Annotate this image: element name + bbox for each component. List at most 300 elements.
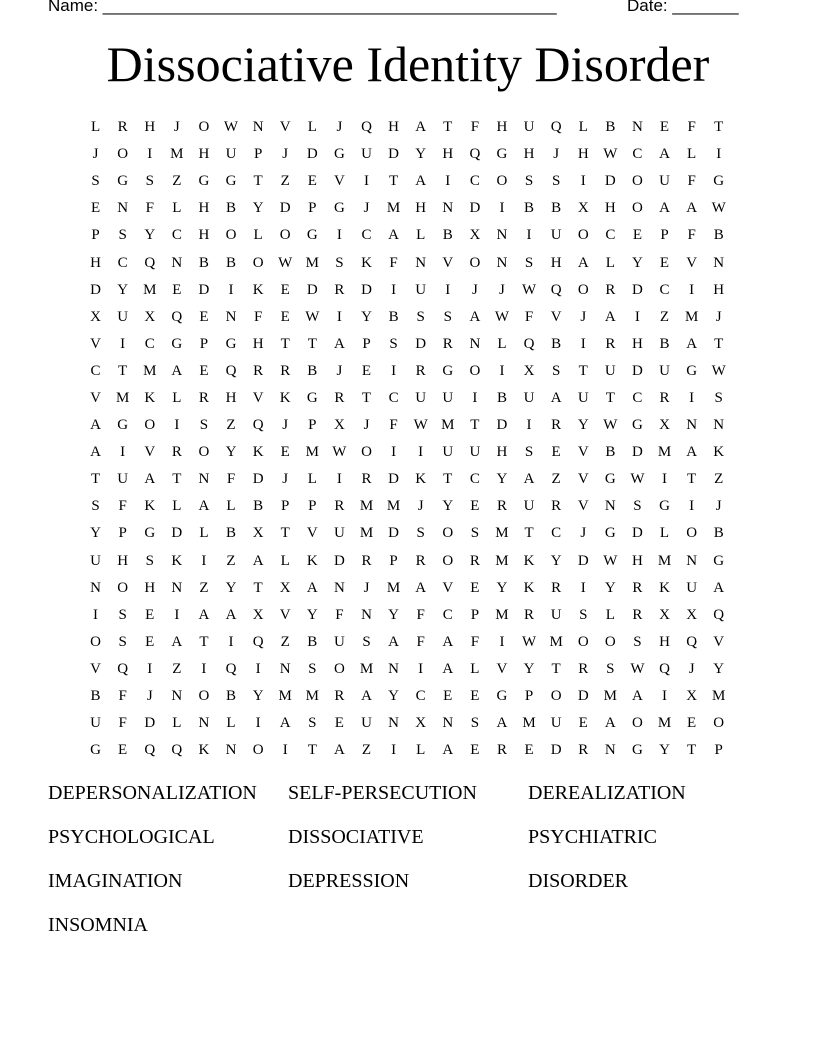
grid-letter[interactable]: R [415,552,426,569]
grid-letter[interactable]: F [470,119,480,136]
grid-letter[interactable]: K [659,579,670,596]
grid-letter[interactable]: I [255,715,261,732]
grid-letter[interactable]: A [388,227,399,244]
grid-letter[interactable]: V [577,471,589,488]
grid-letter[interactable]: I [689,498,695,515]
grid-letter[interactable]: F [524,308,534,325]
grid-letter[interactable]: T [551,660,561,677]
grid-letter[interactable]: Y [388,606,399,623]
grid-letter[interactable]: Q [252,417,264,434]
grid-letter[interactable]: N [604,742,616,759]
grid-letter[interactable]: R [334,281,345,298]
grid-letter[interactable]: Q [144,742,156,759]
grid-letter[interactable]: E [280,444,290,461]
grid-letter[interactable]: U [442,389,454,406]
grid-letter[interactable]: E [118,742,128,759]
grid-letter[interactable]: U [469,444,481,461]
grid-letter[interactable]: I [662,471,668,488]
grid-letter[interactable]: N [198,471,210,488]
grid-letter[interactable]: S [416,308,425,325]
grid-letter[interactable]: I [391,444,397,461]
grid-letter[interactable]: E [687,715,697,732]
grid-letter[interactable]: O [632,200,643,217]
grid-letter[interactable]: N [469,335,481,352]
grid-letter[interactable]: V [252,389,264,406]
grid-letter[interactable]: Y [496,471,508,488]
grid-letter[interactable]: G [659,498,670,515]
grid-letter[interactable]: T [280,525,290,542]
grid-letter[interactable]: Z [199,579,209,596]
grid-letter[interactable]: G [496,146,508,163]
grid-letter[interactable]: S [633,498,642,515]
grid-letter[interactable]: E [659,254,670,271]
grid-letter[interactable]: F [389,417,398,434]
grid-letter[interactable]: O [252,254,264,271]
grid-letter[interactable]: L [578,119,588,136]
grid-letter[interactable]: W [603,146,618,163]
grid-letter[interactable]: W [630,471,645,488]
grid-letter[interactable]: Z [551,471,561,488]
grid-letter[interactable]: P [118,525,127,542]
grid-letter[interactable]: S [524,173,534,190]
grid-letter[interactable]: D [550,742,562,759]
grid-letter[interactable]: Q [144,254,156,271]
grid-letter[interactable]: Q [550,281,562,298]
grid-letter[interactable]: H [90,254,101,271]
grid-letter[interactable]: J [282,471,289,488]
grid-letter[interactable]: G [632,417,643,434]
grid-letter[interactable]: O [577,633,589,650]
grid-letter[interactable]: E [524,742,534,759]
grid-letter[interactable]: S [145,173,154,190]
grid-letter[interactable]: I [120,444,126,461]
grid-letter[interactable]: V [713,633,725,650]
grid-letter[interactable]: S [551,362,561,379]
grid-letter[interactable]: O [198,688,210,705]
grid-letter[interactable]: S [91,498,100,515]
grid-letter[interactable]: R [334,688,345,705]
grid-letter[interactable]: O [632,715,643,732]
grid-letter[interactable]: O [604,633,616,650]
grid-letter[interactable]: N [90,579,101,596]
grid-letter[interactable]: E [90,200,101,217]
grid-letter[interactable]: H [144,579,156,596]
grid-letter[interactable]: A [659,200,670,217]
grid-letter[interactable]: Z [659,308,670,325]
grid-letter[interactable]: G [306,227,318,244]
grid-letter[interactable]: H [496,444,508,461]
grid-letter[interactable]: O [469,362,481,379]
grid-letter[interactable]: W [521,633,537,650]
grid-letter[interactable]: A [361,688,372,705]
grid-letter[interactable]: M [495,525,509,542]
grid-letter[interactable]: H [442,146,454,163]
grid-letter[interactable]: N [171,254,183,271]
grid-letter[interactable]: M [657,715,672,732]
grid-letter[interactable]: B [226,200,237,217]
grid-letter[interactable]: B [198,254,209,271]
grid-letter[interactable]: M [522,715,536,732]
grid-letter[interactable]: E [578,715,588,732]
grid-letter[interactable]: G [632,742,643,759]
grid-letter[interactable]: C [388,389,399,406]
grid-letter[interactable]: U [659,173,670,190]
grid-letter[interactable]: U [550,715,562,732]
grid-letter[interactable]: I [580,579,586,596]
grid-letter[interactable]: T [687,742,697,759]
grid-letter[interactable]: S [633,633,642,650]
grid-letter[interactable]: W [711,200,726,217]
grid-letter[interactable]: A [388,633,399,650]
grid-letter[interactable]: P [308,417,317,434]
grid-letter[interactable]: Q [252,633,264,650]
grid-letter[interactable]: T [90,471,101,488]
grid-letter[interactable]: G [198,173,210,190]
grid-letter[interactable]: N [252,119,264,136]
grid-letter[interactable]: N [632,119,643,136]
grid-letter[interactable]: U [442,444,454,461]
grid-letter[interactable]: M [495,552,509,569]
grid-letter[interactable]: K [523,579,535,596]
grid-letter[interactable]: W [332,444,347,461]
grid-letter[interactable]: W [305,308,320,325]
grid-letter[interactable]: X [333,417,345,434]
grid-letter[interactable]: O [442,552,454,569]
grid-letter[interactable]: Y [252,200,264,217]
grid-letter[interactable]: L [172,389,182,406]
grid-letter[interactable]: Y [225,444,237,461]
grid-letter[interactable]: A [171,362,183,379]
grid-letter[interactable]: U [90,552,101,569]
grid-letter[interactable]: V [442,579,454,596]
grid-letter[interactable]: J [282,417,289,434]
grid-letter[interactable]: B [713,227,724,244]
grid-letter[interactable]: H [198,227,210,244]
grid-letter[interactable]: J [715,498,722,515]
grid-letter[interactable]: N [388,715,399,732]
grid-letter[interactable]: T [714,335,724,352]
grid-letter[interactable]: B [551,200,562,217]
grid-letter[interactable]: E [280,281,290,298]
grid-letter[interactable]: F [226,471,236,488]
grid-letter[interactable]: D [388,471,399,488]
grid-letter[interactable]: H [523,146,535,163]
grid-letter[interactable]: G [333,200,345,217]
grid-letter[interactable]: V [496,660,508,677]
grid-letter[interactable]: C [90,362,101,379]
grid-letter[interactable]: V [686,254,698,271]
grid-letter[interactable]: V [279,606,291,623]
grid-letter[interactable]: G [117,173,129,190]
grid-letter[interactable]: N [713,254,725,271]
grid-letter[interactable]: V [577,498,589,515]
grid-letter[interactable]: G [604,525,616,542]
grid-letter[interactable]: J [336,362,343,379]
grid-letter[interactable]: D [388,525,399,542]
grid-letter[interactable]: A [550,389,562,406]
grid-letter[interactable]: U [523,389,535,406]
grid-letter[interactable]: S [199,417,209,434]
grid-letter[interactable]: R [605,335,616,352]
grid-letter[interactable]: X [577,200,589,217]
grid-letter[interactable]: N [171,579,183,596]
grid-letter[interactable]: D [632,362,643,379]
grid-letter[interactable]: R [361,471,372,488]
grid-letter[interactable]: L [90,119,101,136]
grid-letter[interactable]: V [577,444,589,461]
grid-letter[interactable]: L [659,525,670,542]
grid-letter[interactable]: B [388,308,399,325]
grid-letter[interactable]: G [496,688,508,705]
grid-letter[interactable]: A [90,444,101,461]
grid-letter[interactable]: Y [90,525,101,542]
grid-letter[interactable]: S [416,525,425,542]
grid-letter[interactable]: C [144,335,155,352]
grid-letter[interactable]: A [632,688,643,705]
grid-letter[interactable]: T [253,173,263,190]
grid-letter[interactable]: F [470,633,480,650]
grid-letter[interactable]: L [226,715,236,732]
grid-letter[interactable]: I [499,200,505,217]
grid-letter[interactable]: H [713,281,725,298]
grid-letter[interactable]: N [713,417,725,434]
grid-letter[interactable]: X [144,308,156,325]
grid-letter[interactable]: F [687,119,696,136]
grid-letter[interactable]: W [603,552,618,569]
grid-letter[interactable]: A [90,417,101,434]
grid-letter[interactable]: I [201,552,207,569]
grid-letter[interactable]: V [90,389,101,406]
grid-letter[interactable]: Q [659,660,670,677]
grid-letter[interactable]: Y [523,660,535,677]
grid-letter[interactable]: L [416,742,426,759]
grid-letter[interactable]: I [228,281,234,298]
grid-letter[interactable]: A [713,579,725,596]
grid-letter[interactable]: O [117,146,129,163]
grid-letter[interactable]: B [605,444,616,461]
grid-letter[interactable]: M [115,389,130,406]
grid-letter[interactable]: Y [388,688,399,705]
grid-letter[interactable]: L [280,552,290,569]
grid-letter[interactable]: O [361,444,372,461]
grid-letter[interactable]: H [632,552,643,569]
grid-letter[interactable]: P [362,335,371,352]
grid-letter[interactable]: Y [550,552,562,569]
grid-letter[interactable]: N [415,254,427,271]
grid-letter[interactable]: Y [659,742,670,759]
grid-letter[interactable]: I [255,660,261,677]
grid-letter[interactable]: I [391,281,397,298]
grid-letter[interactable]: W [413,417,428,434]
grid-letter[interactable]: B [307,362,318,379]
grid-letter[interactable]: J [471,281,478,298]
grid-letter[interactable]: L [307,471,317,488]
grid-letter[interactable]: O [496,173,508,190]
grid-letter[interactable]: Y [252,688,264,705]
grid-letter[interactable]: C [659,281,670,298]
grid-letter[interactable]: B [307,633,318,650]
grid-letter[interactable]: I [689,281,695,298]
grid-letter[interactable]: A [659,146,670,163]
grid-letter[interactable]: U [523,498,535,515]
grid-letter[interactable]: U [550,606,562,623]
grid-letter[interactable]: E [470,742,480,759]
grid-letter[interactable]: E [199,308,209,325]
grid-letter[interactable]: F [389,254,398,271]
grid-letter[interactable]: L [687,146,697,163]
grid-letter[interactable]: X [279,579,291,596]
grid-letter[interactable]: I [445,281,451,298]
grid-letter[interactable]: W [521,281,537,298]
grid-letter[interactable]: H [144,119,156,136]
grid-letter[interactable]: U [686,579,698,596]
grid-letter[interactable]: N [225,742,237,759]
grid-letter[interactable]: F [416,606,425,623]
grid-letter[interactable]: W [630,660,645,677]
grid-letter[interactable]: F [118,715,127,732]
grid-letter[interactable]: N [604,498,616,515]
grid-letter[interactable]: S [470,715,480,732]
grid-letter[interactable]: S [362,633,371,650]
grid-letter[interactable]: O [469,254,481,271]
grid-letter[interactable]: D [415,335,427,352]
grid-letter[interactable]: E [145,633,155,650]
grid-letter[interactable]: E [632,227,642,244]
grid-letter[interactable]: D [469,200,481,217]
grid-letter[interactable]: N [333,579,345,596]
grid-letter[interactable]: K [171,552,183,569]
grid-letter[interactable]: R [253,362,264,379]
grid-letter[interactable]: L [470,660,480,677]
grid-letter[interactable]: G [117,417,129,434]
grid-letter[interactable]: A [686,335,698,352]
grid-letter[interactable]: H [388,119,399,136]
grid-letter[interactable]: B [442,227,453,244]
grid-letter[interactable]: M [386,200,401,217]
grid-letter[interactable]: M [386,579,401,596]
grid-letter[interactable]: H [604,200,616,217]
grid-letter[interactable]: Z [226,552,236,569]
grid-letter[interactable]: A [604,715,616,732]
grid-letter[interactable]: G [171,335,183,352]
grid-letter[interactable]: D [632,525,643,542]
grid-letter[interactable]: T [714,119,724,136]
grid-letter[interactable]: U [361,146,372,163]
grid-letter[interactable]: Q [225,362,237,379]
grid-letter[interactable]: E [280,308,290,325]
grid-letter[interactable]: J [553,146,560,163]
grid-letter[interactable]: Y [225,579,237,596]
grid-letter[interactable]: N [686,552,698,569]
grid-letter[interactable]: C [361,227,372,244]
grid-letter[interactable]: M [305,688,319,705]
grid-letter[interactable]: S [308,715,317,732]
grid-letter[interactable]: I [174,606,180,623]
grid-letter[interactable]: R [171,444,182,461]
grid-letter[interactable]: O [198,119,210,136]
grid-letter[interactable]: R [361,552,372,569]
grid-letter[interactable]: D [306,281,318,298]
grid-letter[interactable]: T [172,471,182,488]
grid-letter[interactable]: A [252,552,264,569]
grid-letter[interactable]: R [198,389,209,406]
grid-letter[interactable]: J [499,281,505,298]
grid-letter[interactable]: I [391,362,397,379]
grid-letter[interactable]: R [524,606,535,623]
grid-letter[interactable]: S [389,335,398,352]
grid-letter[interactable]: R [605,281,616,298]
grid-letter[interactable]: N [496,227,508,244]
grid-letter[interactable]: K [279,389,291,406]
grid-letter[interactable]: I [120,335,126,352]
grid-letter[interactable]: Y [577,417,589,434]
grid-letter[interactable]: R [659,389,670,406]
grid-letter[interactable]: Q [523,335,535,352]
grid-letter[interactable]: O [550,688,562,705]
grid-letter[interactable]: A [171,633,183,650]
grid-letter[interactable]: A [442,660,454,677]
grid-letter[interactable]: P [91,227,100,244]
grid-letter[interactable]: R [578,742,589,759]
grid-letter[interactable]: A [306,579,318,596]
grid-letter[interactable]: M [657,444,672,461]
grid-letter[interactable]: B [226,688,237,705]
grid-letter[interactable]: J [146,688,153,705]
grid-letter[interactable]: I [689,389,695,406]
grid-letter[interactable]: O [333,660,345,677]
grid-letter[interactable]: N [686,417,698,434]
grid-letter[interactable]: R [496,742,507,759]
grid-letter[interactable]: L [172,715,182,732]
grid-letter[interactable]: I [445,173,451,190]
grid-letter[interactable]: V [279,119,291,136]
grid-letter[interactable]: E [551,444,561,461]
grid-letter[interactable]: N [171,688,183,705]
grid-letter[interactable]: C [171,227,182,244]
grid-letter[interactable]: D [279,200,291,217]
grid-letter[interactable]: A [686,444,698,461]
grid-letter[interactable]: M [359,660,374,677]
grid-letter[interactable]: A [577,254,589,271]
grid-letter[interactable]: Y [604,579,616,596]
grid-letter[interactable]: F [687,173,696,190]
grid-letter[interactable]: B [551,335,562,352]
grid-letter[interactable]: A [198,498,210,515]
grid-letter[interactable]: A [442,633,454,650]
grid-letter[interactable]: Q [469,146,481,163]
grid-letter[interactable]: T [253,579,263,596]
grid-letter[interactable]: U [550,227,562,244]
grid-letter[interactable]: A [279,715,291,732]
grid-letter[interactable]: F [416,633,425,650]
grid-letter[interactable]: W [278,254,293,271]
grid-letter[interactable]: A [415,173,427,190]
grid-letter[interactable]: U [333,525,345,542]
grid-letter[interactable]: D [333,552,345,569]
grid-letter[interactable]: E [659,119,670,136]
grid-letter[interactable]: I [526,417,532,434]
grid-letter[interactable]: I [93,606,99,623]
grid-letter[interactable]: H [496,119,508,136]
grid-letter[interactable]: K [713,444,725,461]
grid-letter[interactable]: K [361,254,372,271]
grid-letter[interactable]: T [307,742,317,759]
grid-letter[interactable]: B [226,525,237,542]
grid-letter[interactable]: B [605,119,616,136]
grid-letter[interactable]: Q [686,633,698,650]
grid-letter[interactable]: H [198,146,210,163]
grid-letter[interactable]: O [225,227,237,244]
